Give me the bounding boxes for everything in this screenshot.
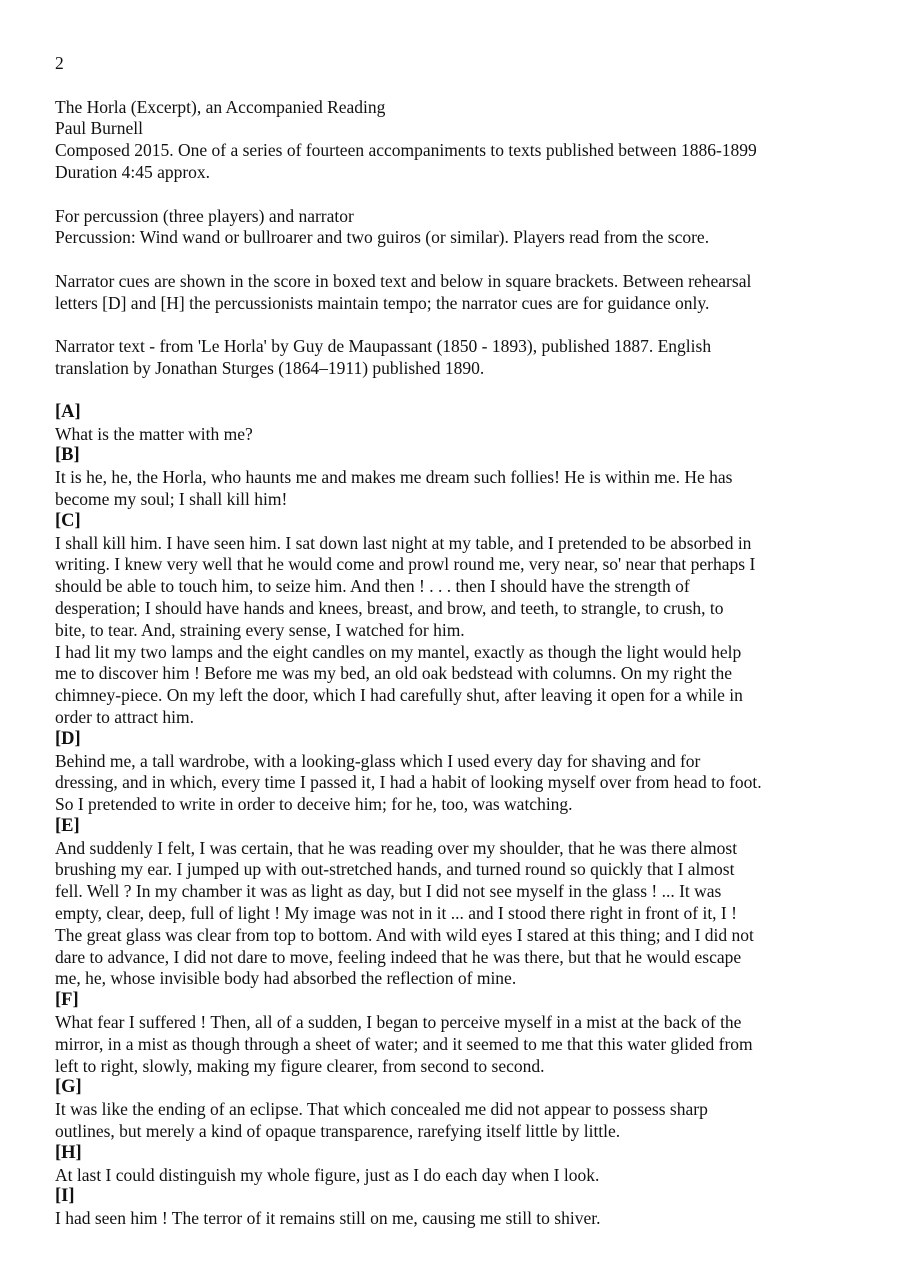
composition-note: Composed 2015. One of a series of fourteen accompaniments to texts published between 1886-1899	[55, 140, 757, 161]
rehearsal-letter: [G]	[55, 1077, 82, 1098]
text-line: Behind me, a tall wardrobe, with a looking-glass which I used every day for shaving and for	[55, 750, 701, 771]
spacer	[55, 184, 855, 206]
narrator-paragraph	[55, 642, 855, 729]
text-line: become my soul; I shall kill him!	[55, 488, 288, 509]
text-line: writing. I knew very well that he would come and prowl round me, very near, so' near that perhaps I	[55, 554, 756, 575]
text-line: So I pretended to write in order to deceive him; for he, too, was watching.	[55, 794, 573, 815]
narrator-paragraph	[55, 838, 855, 991]
header-block	[55, 97, 855, 184]
page-number: 2	[55, 53, 64, 73]
instrumentation-block	[55, 206, 855, 250]
text-line: It is he, he, the Horla, who haunts me and makes me dream such follies! He is within me. He has	[55, 467, 733, 488]
text-line: bite, to tear. And, straining every sense, I watched for him.	[55, 619, 465, 640]
text-line: fell. Well ? In my chamber it was as light as day, but I did not see myself in the glass ! ... It was	[55, 881, 722, 902]
rehearsal-letter: [H]	[55, 1142, 82, 1163]
text-line: The great glass was clear from top to bottom. And with wild eyes I stared at this thing; and I did not	[55, 924, 754, 945]
spacer	[55, 75, 855, 97]
text-line: What is the matter with me?	[55, 423, 253, 444]
rehearsal-letter: [D]	[55, 728, 81, 749]
spacer	[55, 380, 855, 402]
text-line: should be able to touch him, to seize him. And then ! . . . then I should have the strength of	[55, 576, 690, 597]
narrator-text	[55, 402, 855, 1230]
rehearsal-letter: [E]	[55, 815, 80, 836]
text-line: dare to advance, I did not dare to move, feeling indeed that he was there, but that he would escape	[55, 946, 742, 967]
narrator-paragraph	[55, 424, 855, 446]
text-line: outlines, but merely a kind of opaque transparence, rarefying itself little by little.	[55, 1121, 621, 1142]
text-line: At last I could distinguish my whole figure, just as I do each day when I look.	[55, 1164, 600, 1185]
text-line: me to discover him ! Before me was my bed, an old oak bedstead with columns. On my right the	[55, 663, 733, 684]
work-title: The Horla (Excerpt), an Accompanied Reading	[55, 96, 386, 117]
cue-notes	[55, 271, 855, 315]
text-line: left to right, slowly, making my figure clearer, from second to second.	[55, 1055, 545, 1076]
composer-name: Paul Burnell	[55, 118, 143, 139]
narrator-paragraph	[55, 1099, 855, 1143]
text-line: brushing my ear. I jumped up with out-stretched hands, and turned round so quickly that I almost	[55, 859, 735, 880]
instrumentation-line: For percussion (three players) and narrator	[55, 205, 354, 226]
narrator-paragraph	[55, 467, 855, 511]
rehearsal-letter: [C]	[55, 510, 81, 531]
text-line: And suddenly I felt, I was certain, that he was reading over my shoulder, that he was there almost	[55, 837, 738, 858]
spacer	[55, 249, 855, 271]
cue-note-line: Narrator cues are shown in the score in boxed text and below in square brackets. Between rehearsal	[55, 270, 752, 291]
text-line: I had lit my two lamps and the eight candles on my mantel, exactly as though the light would help	[55, 641, 742, 662]
rehearsal-letter: [F]	[55, 990, 79, 1011]
narrator-paragraph	[55, 1208, 855, 1230]
cue-note-line: letters [D] and [H] the percussionists maintain tempo; the narrator cues are for guidance only.	[55, 292, 710, 313]
text-line: me, he, whose invisible body had absorbed the reflection of mine.	[55, 968, 517, 989]
source-notes	[55, 336, 855, 380]
source-note-line: translation by Jonathan Sturges (1864–1911) published 1890.	[55, 358, 485, 379]
text-line: mirror, in a mist as though through a sheet of water; and it seemed to me that this water glided from	[55, 1033, 753, 1054]
source-note-line: Narrator text - from 'Le Horla' by Guy de Maupassant (1850 - 1893), published 1887. English	[55, 336, 712, 357]
text-line: order to attract him.	[55, 706, 194, 727]
text-line: dressing, and in which, every time I passed it, I had a habit of looking myself over from head to foot.	[55, 772, 762, 793]
rehearsal-letter: [A]	[55, 401, 81, 422]
text-line: empty, clear, deep, full of light ! My image was not in it ... and I stood there right in front of it, I !	[55, 903, 737, 924]
text-line: I shall kill him. I have seen him. I sat down last night at my table, and I pretended to be absorbed in	[55, 532, 752, 553]
spacer	[55, 315, 855, 337]
text-line: What fear I suffered ! Then, all of a sudden, I began to perceive myself in a mist at the back of the	[55, 1012, 742, 1033]
narrator-paragraph	[55, 1165, 855, 1187]
narrator-paragraph	[55, 533, 855, 642]
rehearsal-letter: [B]	[55, 445, 80, 466]
text-line: It was like the ending of an eclipse. That which concealed me did not appear to possess sharp	[55, 1099, 708, 1120]
text-line: chimney-piece. On my left the door, which I had carefully shut, after leaving it open for a while in	[55, 685, 743, 706]
narrator-paragraph	[55, 1012, 855, 1077]
text-line: I had seen him ! The terror of it remains still on me, causing me still to shiver.	[55, 1208, 601, 1229]
rehearsal-letter: [I]	[55, 1186, 75, 1207]
percussion-line: Percussion: Wind wand or bullroarer and two guiros (or similar). Players read from the score.	[55, 227, 710, 248]
document-page	[55, 53, 855, 1230]
text-line: desperation; I should have hands and knees, breast, and brow, and teeth, to strangle, to crush, to	[55, 597, 724, 618]
narrator-paragraph	[55, 751, 855, 816]
duration-note: Duration 4:45 approx.	[55, 161, 211, 182]
